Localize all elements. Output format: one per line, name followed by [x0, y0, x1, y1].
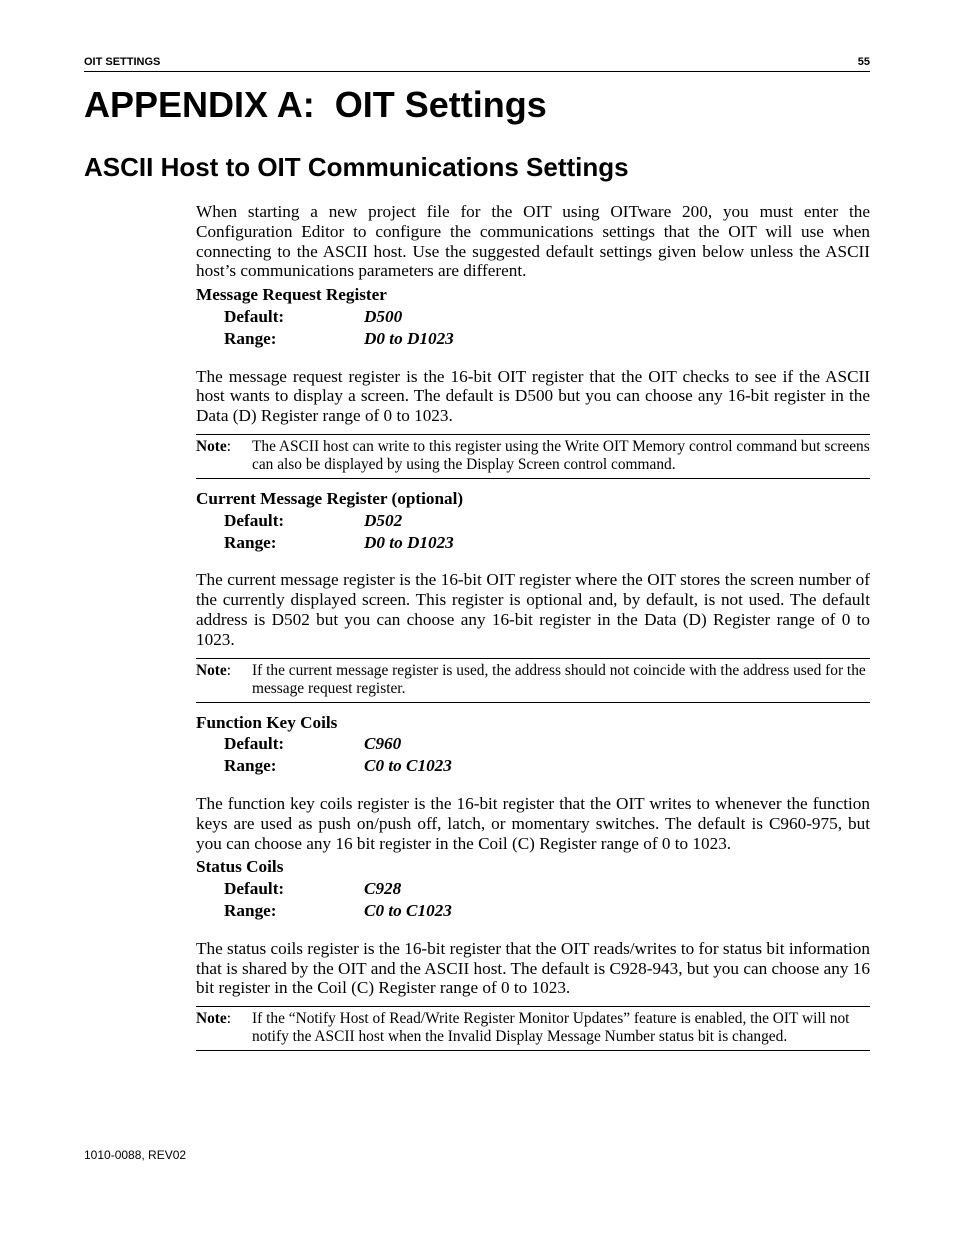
range-row: [196, 756, 870, 776]
default-row: [196, 307, 870, 327]
default-label: Default:: [224, 734, 285, 754]
range-label: Range:: [224, 900, 277, 920]
note-text: If the current message register is used, the address should not coincide with the address used for the message request register.: [252, 661, 866, 697]
note-box: [196, 434, 870, 479]
default-value: C928: [364, 879, 402, 899]
content-body: [196, 202, 870, 1051]
default-row: [196, 879, 870, 899]
note-text: The ASCII host can write to this register using the Write OIT Memory control command but screens can also be displayed by using the Display Screen control command.: [252, 437, 870, 473]
page-number: 55: [857, 56, 870, 68]
range-value: D0 to D1023: [364, 328, 454, 348]
range-label: Range:: [224, 756, 277, 776]
footer-doc-number: 1010-0088, REV02: [84, 1148, 187, 1162]
register-description: The current message register is the 16-bit OIT register where the OIT stores the screen number of the currently displayed screen. This register is optional and, by default, is not used. The default address is D502 but you can choose any 16-bit register in the Data (D) Register range of 0 to 1023.: [196, 570, 870, 649]
register-block: [196, 489, 870, 703]
note-text: If the “Notify Host of Read/Write Register Monitor Updates” feature is enabled, the OIT will not notify the ASCII host when the Invalid Display Message Number status bit is changed.: [252, 1010, 850, 1046]
default-label: Default:: [224, 879, 285, 899]
range-label: Range:: [224, 532, 277, 552]
appendix-title: APPENDIX A: OIT Settings: [84, 84, 547, 125]
default-row: [196, 511, 870, 531]
range-row: [196, 329, 870, 349]
register-title: Current Message Register (optional): [196, 488, 464, 508]
range-value: D0 to D1023: [364, 532, 454, 552]
section-title: ASCII Host to OIT Communications Settings: [84, 152, 629, 182]
default-value: C960: [364, 734, 402, 754]
range-row: [196, 901, 870, 921]
range-value: C0 to C1023: [364, 756, 452, 776]
register-block: [196, 713, 870, 854]
register-description: The message request register is the 16-bit OIT register that the OIT checks to see if the ASCII host wants to display a screen. The default is D500 but you can choose any 16-bit register in the Data (D) Register range of 0 to 1023.: [196, 366, 870, 426]
register-description: The status coils register is the 16-bit register that the OIT reads/writes to for status bit information that is shared by the OIT and the ASCII host. The default is C928-943, but you can choose any 16 bit register in the Coil (C) Register range of 0 to 1023.: [196, 938, 870, 998]
note-box: [196, 658, 870, 703]
default-row: [196, 734, 870, 754]
note-label: Note:: [196, 661, 232, 679]
register-title: Message Request Register: [196, 285, 387, 305]
default-value: D500: [364, 306, 403, 326]
intro-paragraph: When starting a new project file for the OIT using OITware 200, you must enter the Configuration Editor to configure the communications settings that the OIT will use when connecting to the ASCII host. Use the suggested default settings given below unless the ASCII host’s communications parameters are different.: [196, 202, 870, 281]
note-label: Note:: [196, 437, 232, 455]
range-row: [196, 533, 870, 553]
range-label: Range:: [224, 328, 277, 348]
note-label: Note:: [196, 1010, 232, 1028]
default-label: Default:: [224, 306, 285, 326]
range-value: C0 to C1023: [364, 900, 452, 920]
header-section-label: OIT SETTINGS: [84, 56, 161, 68]
note-box: [196, 1006, 870, 1051]
running-header: [84, 55, 870, 72]
default-value: D502: [364, 510, 403, 530]
register-title: Function Key Coils: [196, 712, 338, 732]
register-title: Status Coils: [196, 857, 284, 877]
register-description: The function key coils register is the 16-bit register that the OIT writes to whenever the function keys are used as push on/push off, latch, or momentary switches. The default is C960-975, but you can choose any 16 bit register in the Coil (C) Register range of 0 to 1023.: [196, 793, 870, 853]
register-block: [196, 857, 870, 1051]
register-block: [196, 285, 870, 479]
default-label: Default:: [224, 510, 285, 530]
